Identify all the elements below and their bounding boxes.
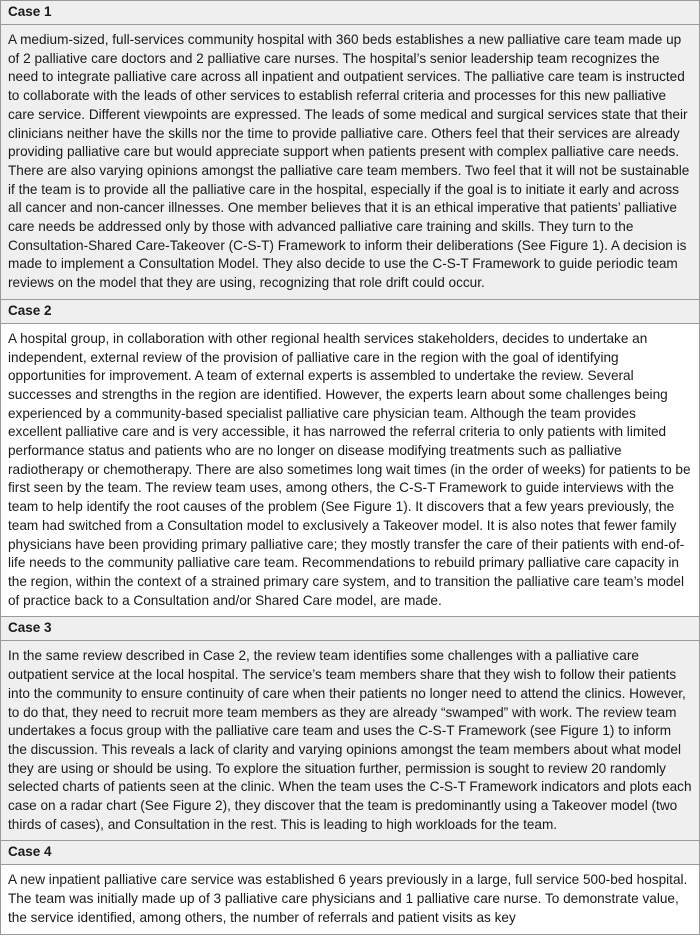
case-1-title: Case 1	[1, 1, 699, 25]
case-4-title: Case 4	[1, 841, 699, 865]
case-3-text: In the same review described in Case 2, the review team identifies some challenges with a palliative care outpatient service at the local hospital. The service’s team members share that they wish to follow their patients into the community to ensure continuity of care when their patients no longer need to attend the clinics. However, to do that, they need to recruit more team members as they are already “swamped” with work. The review team undertakes a focus group with the palliative care team and uses the C-S-T Framework (see Figure 1) to inform the discussion. This reveals a lack of clarity and varying opinions amongst the team members about what model they are using or should be using. To explore the situation further, permission is sought to review 20 randomly selected charts of patients seen at the clinic. When the team uses the C-S-T Framework indicators and plots each case on a radar chart (See Figure 2), they discover that the team is predominantly using a Takeover model (two thirds of cases), and Consultation in the rest. This is leading to high workloads for the team.	[1, 641, 699, 840]
case-3	[0, 617, 700, 841]
case-1	[0, 1, 700, 300]
case-4	[0, 841, 700, 934]
case-2	[0, 300, 700, 618]
case-2-text: A hospital group, in collaboration with other regional health services stakeholders, decides to undertake an independent, external review of the provision of palliative care in the region with the goal of identifying opportunities for improvement. A team of external experts is assembled to undertake the review. Several successes and strengths in the region are identified. However, the experts learn about some challenges being experienced by a community-based specialist palliative care physician team. Although the team provides excellent palliative care and is very accessible, it has narrowed the referral criteria to only patients with limited performance status and patients who are no longer on disease modifying treatments such as palliative radiotherapy or chemotherapy. There are also sometimes long wait times (in the order of weeks) for patients to be first seen by the team. The review team uses, among others, the C-S-T Framework to guide interviews with the team to help identify the root causes of the problem (See Figure 1). It discovers that a few years previously, the team had switched from a Consultation model to exclusively a Takeover model. It is also notes that fewer family physicians have been providing primary palliative care; they mostly transfer the care of their patients with end-of-life needs to the community palliative care team. Recommendations to rebuild primary palliative care capacity in the region, within the context of a strained primary care system, and to transition the palliative care team’s model of practice back to a Consultation and/or Shared Care model, are made.	[1, 324, 699, 617]
case-1-text: A medium-sized, full-services community hospital with 360 beds establishes a new palliative care team made up of 2 palliative care doctors and 2 palliative care nurses. The hospital’s senior leadership team recognizes the need to integrate palliative care across all inpatient and outpatient services. The palliative care team is instructed to collaborate with the leads of other services to establish referral criteria and processes for this new palliative care service. Different viewpoints are expressed. The leads of some medical and surgical services state that their clinicians neither have the skills nor the time to provide palliative care. Others feel that their services are already providing palliative care but would appreciate support when patients present with complex palliative care needs. There are also varying opinions amongst the palliative care team members. Two feel that it will not be sustainable if the team is to provide all the palliative care in the hospital, especially if the goal is to initiate it early and across all cancer and non-cancer illnesses. One member believes that it is an ethical imperative that patients’ palliative care needs be addressed only by those with advanced palliative care training and skills. They turn to the Consultation-Shared Care-Takeover (C-S-T) Framework to inform their deliberations (See Figure 1). A decision is made to implement a Consultation Model. They also decide to use the C-S-T Framework to guide periodic team reviews on the model that they are using, recognizing that role drift could occur.	[1, 25, 699, 299]
case-3-title: Case 3	[1, 617, 699, 641]
case-4-text: A new inpatient palliative care service was established 6 years previously in a large, full service 500-bed hospital. The team was initially made up of 3 palliative care physicians and 1 palliative care nurse. To demonstrate value, the service identified, among others, the number of referrals and patient visits as key	[1, 865, 699, 933]
case-2-title: Case 2	[1, 300, 699, 324]
